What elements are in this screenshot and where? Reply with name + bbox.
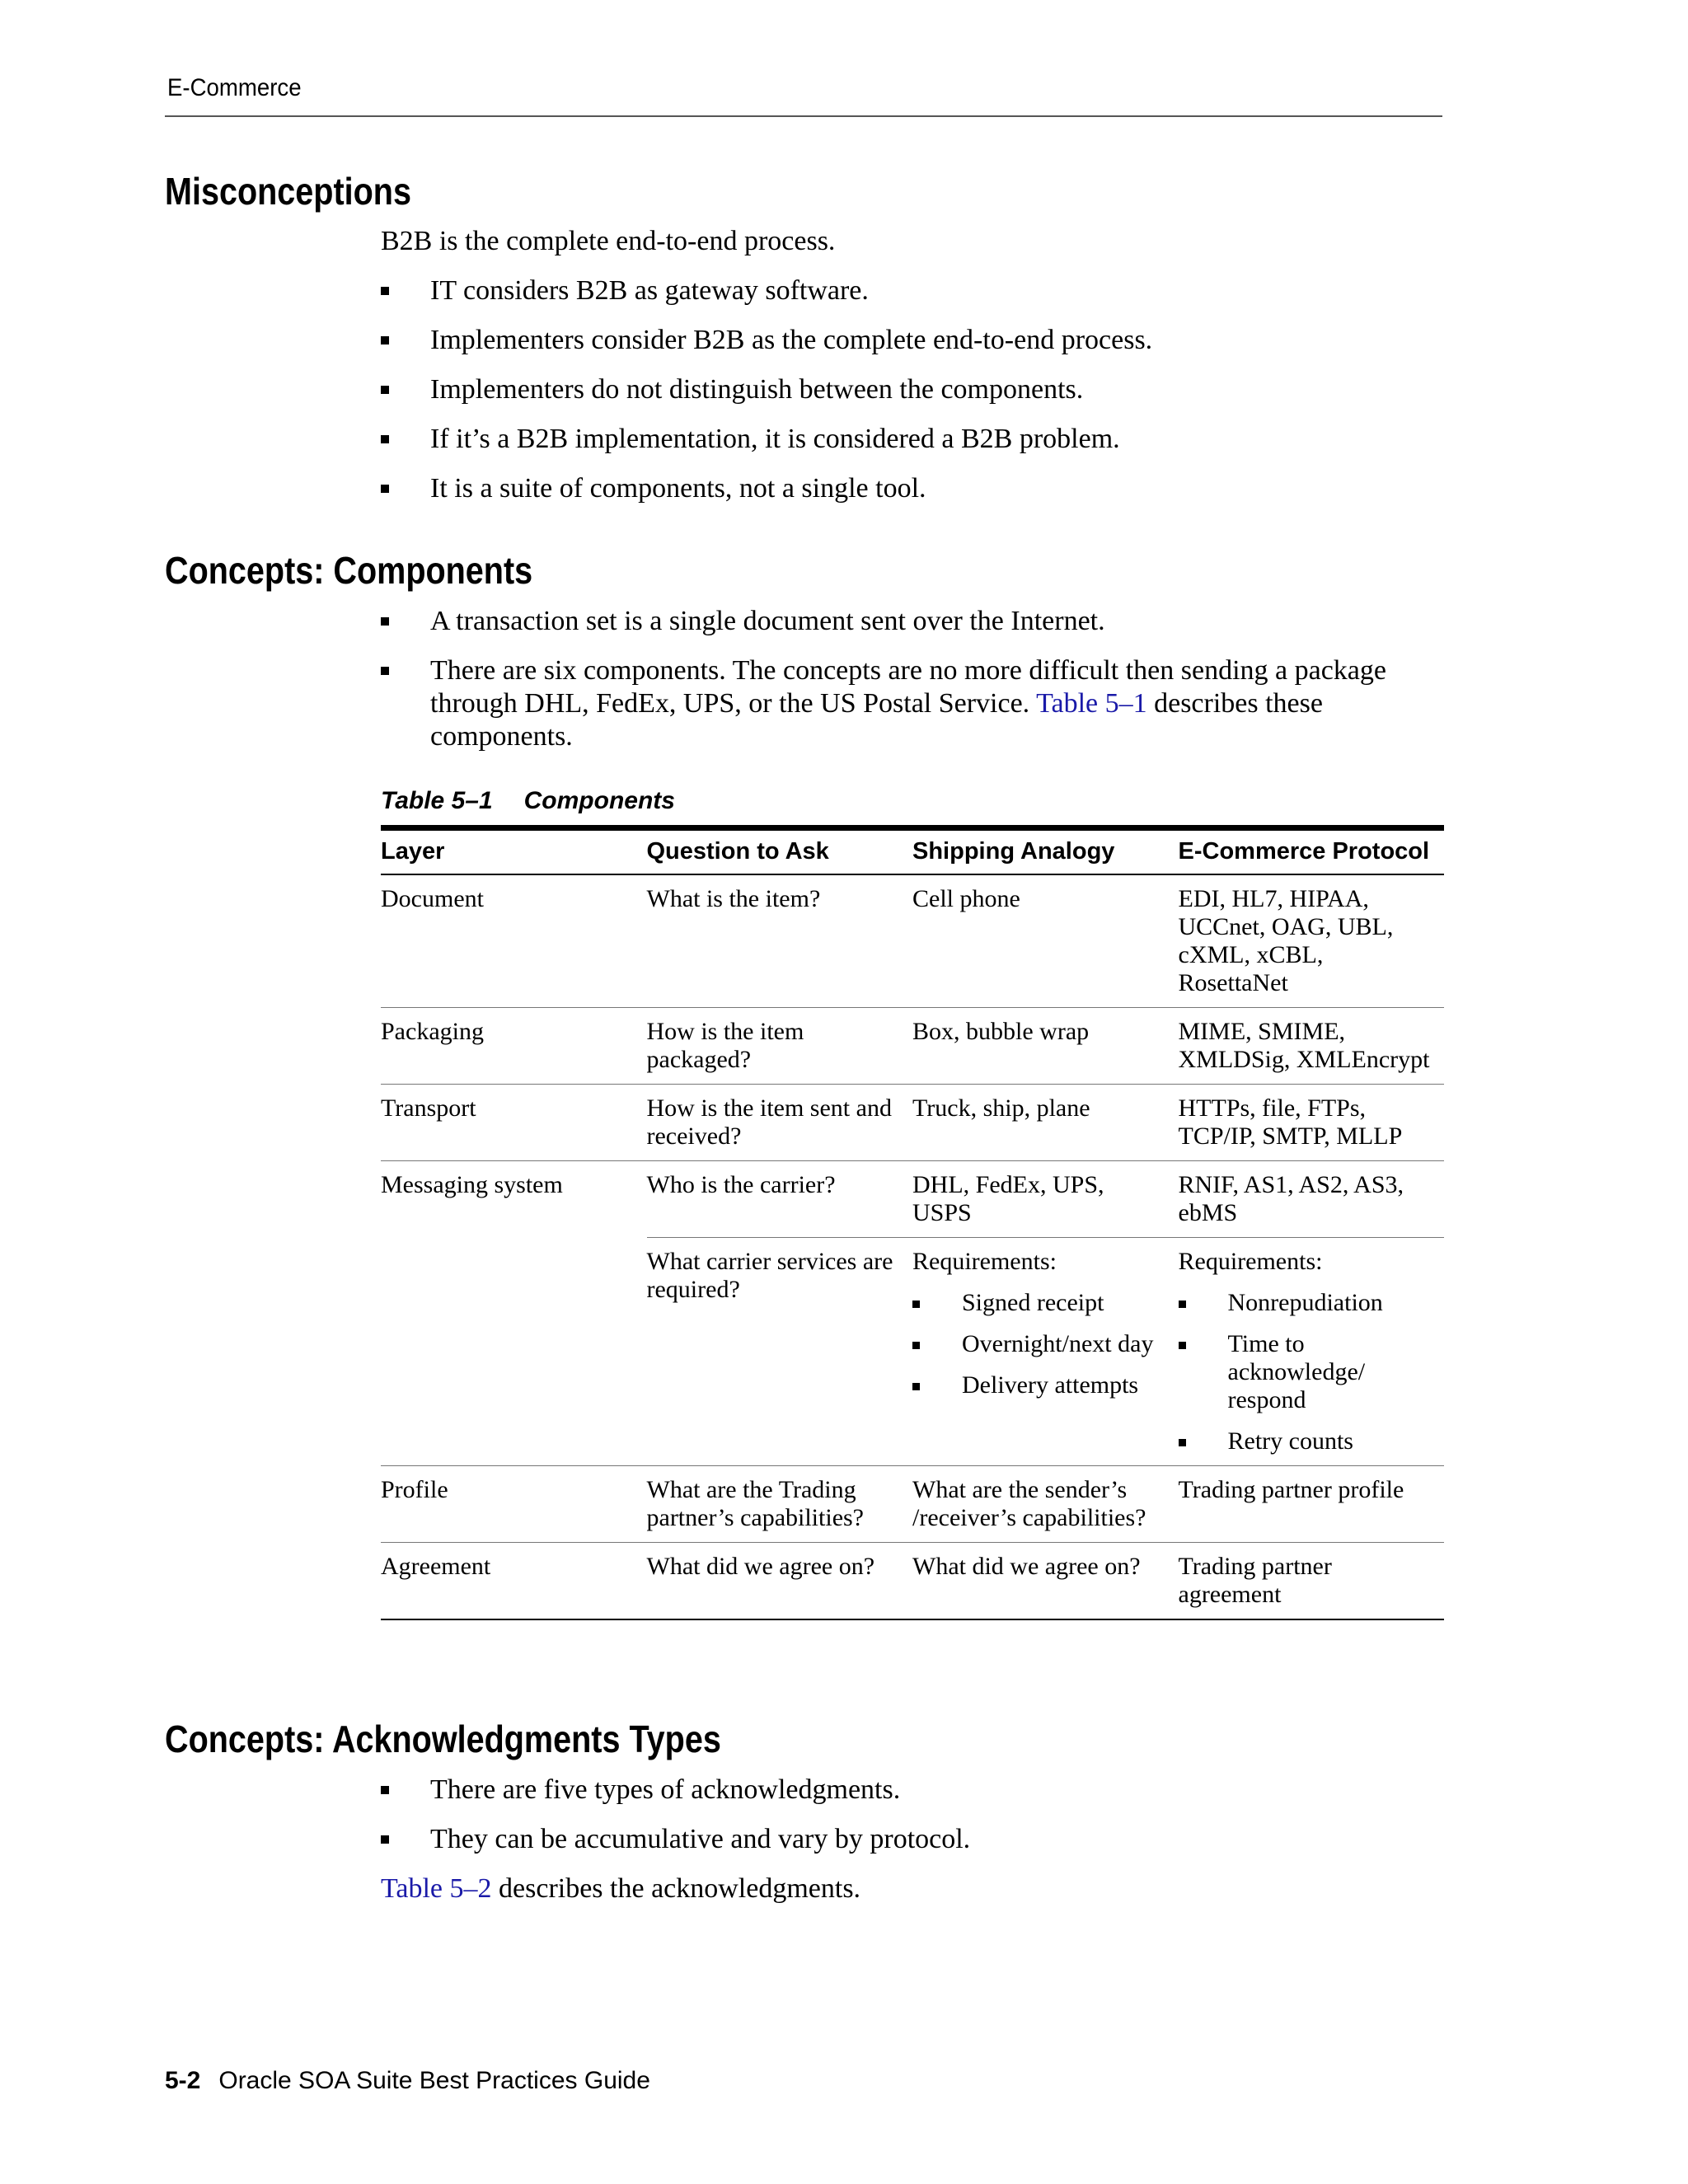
table-5-1-link[interactable]: Table 5–1	[1036, 688, 1147, 719]
table-cell: HTTPs, file, FTPs, TCP/IP, SMTP, MLLP	[1178, 1094, 1403, 1150]
acknowledgments-body	[381, 1757, 1444, 1905]
misconceptions-intro: B2B is the complete end-to-end process.	[381, 226, 836, 256]
cell-intro: Requirements:	[1178, 1248, 1323, 1275]
page-number: 5-2	[165, 2067, 201, 2094]
table-cell: Cell phone	[912, 885, 1020, 912]
misconceptions-body	[381, 225, 1444, 505]
list-item: Implementers do not distinguish between the components.	[381, 373, 1444, 406]
table-cell: DHL, FedEx, UPS, USPS	[912, 1171, 1104, 1226]
bullet-square-icon	[381, 485, 389, 493]
bullet-square-icon	[381, 1835, 389, 1844]
list-item: Overnight/next day	[912, 1330, 1167, 1358]
bullet-square-icon	[381, 336, 389, 344]
table-row	[381, 1466, 1444, 1543]
table-cell: RNIF, AS1, AS2, AS3, ebMS	[1178, 1171, 1404, 1226]
table-cell: Messaging system	[381, 1171, 563, 1198]
table-cell: What carrier services are required?	[646, 1248, 893, 1303]
table-cell: MIME, SMIME, XMLDSig, XMLEncrypt	[1178, 1018, 1430, 1073]
column-header: Shipping Analogy	[912, 838, 1115, 865]
heading-concepts-components: Concepts: Components	[165, 549, 533, 592]
cell-intro: Requirements:	[912, 1248, 1057, 1275]
list-item: IT considers B2B as gateway software.	[381, 274, 1444, 307]
bullet-square-icon	[1179, 1342, 1186, 1349]
acknowledgments-closing: Table 5–2 describes the acknowledgments.	[381, 1873, 861, 1904]
list-item: They can be accumulative and vary by protocol.	[381, 1823, 1444, 1856]
table-cell: EDI, HL7, HIPAA, UCCnet, OAG, UBL, cXML, xCBL, RosettaNet	[1178, 885, 1394, 996]
running-header: E-Commerce	[167, 74, 302, 101]
list-item: Time to acknowledge/ respond	[1179, 1330, 1433, 1414]
table-cell: Trading partner agreement	[1178, 1553, 1332, 1608]
misconceptions-list	[381, 274, 1444, 505]
bullet-square-icon	[1179, 1301, 1186, 1308]
heading-misconceptions: Misconceptions	[165, 170, 411, 213]
protocol-requirements-list	[1179, 1289, 1433, 1455]
table-caption	[381, 787, 675, 815]
table-cell: Agreement	[381, 1553, 491, 1580]
list-item: Signed receipt	[912, 1289, 1167, 1317]
table-cell	[1179, 1238, 1445, 1466]
table-cell: Who is the carrier?	[646, 1171, 836, 1198]
list-item: Implementers consider B2B as the complete end-to-end process.	[381, 324, 1444, 357]
table-row	[381, 1543, 1444, 1620]
table-cell: Packaging	[381, 1018, 484, 1045]
list-item: There are six components. The concepts are no more difficult then sending a package through DHL, FedEx, UPS, or the US Postal Service. Table 5–1 describes these components.	[381, 654, 1444, 753]
bullet-square-icon	[381, 1786, 389, 1794]
bullet-square-icon	[912, 1342, 920, 1349]
table-row	[381, 874, 1444, 1008]
bullet-square-icon	[381, 435, 389, 443]
table-header-row	[381, 828, 1444, 875]
table-row	[381, 1161, 1444, 1238]
list-item: Nonrepudiation	[1179, 1289, 1433, 1317]
bullet-square-icon	[912, 1383, 920, 1390]
list-item: Retry counts	[1179, 1427, 1433, 1455]
table-cell: Truck, ship, plane	[912, 1094, 1090, 1122]
table-row	[381, 1085, 1444, 1161]
column-header: Layer	[381, 838, 445, 865]
bullet-square-icon	[381, 617, 389, 626]
acknowledgments-list	[381, 1774, 1444, 1856]
bullet-square-icon	[381, 667, 389, 675]
table-cell	[912, 1238, 1179, 1466]
bullet-square-icon	[912, 1301, 920, 1308]
table-cell: What did we agree on?	[912, 1553, 1141, 1580]
table-cell: Transport	[381, 1094, 476, 1122]
table-cell: How is the item packaged?	[646, 1018, 804, 1073]
table-cell: Trading partner profile	[1178, 1476, 1404, 1503]
components-list	[381, 605, 1444, 753]
shipping-requirements-list	[912, 1289, 1167, 1399]
table-cell: Box, bubble wrap	[912, 1018, 1090, 1045]
table-cell: How is the item sent and received?	[646, 1094, 892, 1150]
table-cell: Profile	[381, 1476, 448, 1503]
list-item: It is a suite of components, not a single tool.	[381, 472, 1444, 505]
table-5-2-link[interactable]: Table 5–2	[381, 1873, 492, 1904]
bullet-square-icon	[381, 386, 389, 394]
table-label: Table 5–1	[381, 787, 493, 814]
table-row	[381, 1008, 1444, 1085]
table-cell: What did we agree on?	[646, 1553, 875, 1580]
page-footer	[165, 2067, 650, 2095]
bullet-square-icon	[1179, 1439, 1186, 1446]
table-title: Components	[523, 787, 675, 814]
column-header: Question to Ask	[646, 838, 829, 865]
list-item: If it’s a B2B implementation, it is considered a B2B problem.	[381, 423, 1444, 456]
list-item: There are five types of acknowledgments.	[381, 1774, 1444, 1807]
table-cell: What are the sender’s /receiver’s capabilities?	[912, 1476, 1146, 1531]
table-cell: What are the Trading partner’s capabilities?	[646, 1476, 864, 1531]
components-body	[381, 588, 1444, 753]
heading-concepts-acknowledgments: Concepts: Acknowledgments Types	[165, 1718, 721, 1760]
list-item: A transaction set is a single document sent over the Internet.	[381, 605, 1444, 638]
list-item: Delivery attempts	[912, 1371, 1167, 1399]
column-header: E-Commerce Protocol	[1178, 838, 1430, 865]
bullet-square-icon	[381, 287, 389, 295]
table-cell: What is the item?	[646, 885, 821, 912]
components-table	[381, 825, 1444, 1620]
table-cell: Document	[381, 885, 484, 912]
book-title: Oracle SOA Suite Best Practices Guide	[218, 2067, 650, 2094]
header-rule	[165, 115, 1442, 117]
